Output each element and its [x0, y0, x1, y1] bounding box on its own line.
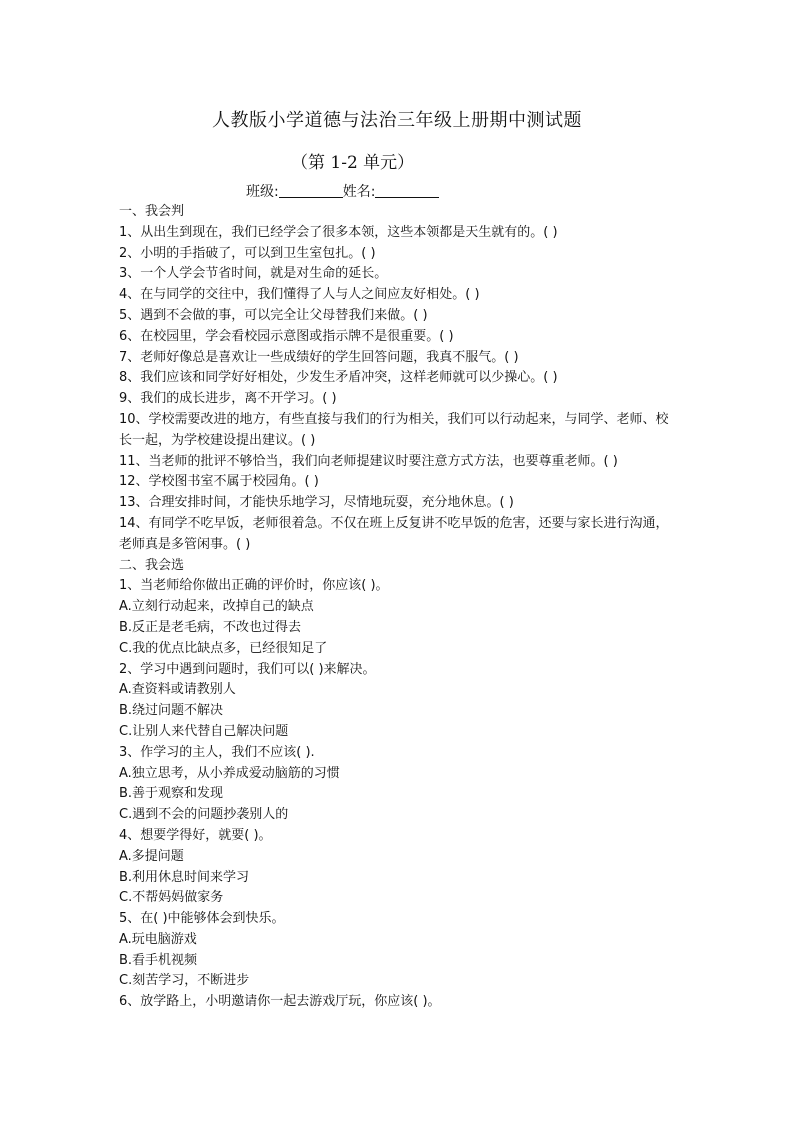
- judge-item: 6、在校园里，学会看校园示意图或指示牌不是很重要。( ): [119, 328, 454, 344]
- section-heading-judge: 一、我会判: [119, 204, 185, 219]
- document-title: 人教版小学道德与法治三年级上册期中测试题: [212, 110, 582, 131]
- choice-question: 1、当老师给你做出正确的评价时，你应该( )。: [119, 578, 389, 594]
- choice-option: A.玩电脑游戏: [119, 931, 197, 947]
- name-blank[interactable]: [375, 183, 439, 198]
- student-info-line: [246, 181, 439, 201]
- choice-option: C.我的优点比缺点多，已经很知足了: [119, 640, 328, 656]
- choice-option: B.反正是老毛病，不改也过得去: [119, 619, 302, 635]
- choice-option: A.独立思考，从小养成爱动脑筋的习惯: [119, 765, 340, 781]
- class-blank[interactable]: [279, 183, 343, 198]
- exam-body: [119, 202, 679, 1013]
- section-heading-choose: 二、我会选: [119, 557, 185, 573]
- choice-question: 5、在( )中能够体会到快乐。: [119, 911, 285, 927]
- judge-item: 5、遇到不会做的事，可以完全让父母替我们来做。( ): [119, 307, 428, 323]
- choice-option: A.多提问题: [119, 848, 184, 864]
- choice-option: C.让别人来代替自己解决问题: [119, 723, 289, 739]
- judge-item: 3、一个人学会节省时间，就是对生命的延长。: [119, 266, 388, 282]
- name-label: 姓名:: [342, 184, 376, 200]
- judge-item: 4、在与同学的交往中，我们懂得了人与人之间应友好相处。( ): [119, 287, 480, 303]
- judge-item: 2、小明的手指破了，可以到卫生室包扎。( ): [119, 245, 376, 261]
- judge-item: 8、我们应该和同学好好相处，少发生矛盾冲突，这样老师就可以少操心。( ): [119, 370, 558, 386]
- judge-item: 14、有同学不吃早饭，老师很着急。不仅在班上反复讲不吃早饭的危害，还要与家长进行沟通，老师真是多管闲事。( ): [119, 515, 669, 552]
- judge-item: 12、学校图书室不属于校园角。( ): [119, 474, 319, 490]
- choice-option: A.立刻行动起来，改掉自己的缺点: [119, 599, 314, 615]
- judge-item: 7、老师好像总是喜欢让一些成绩好的学生回答问题，我真不服气。( ): [119, 349, 519, 365]
- class-label: 班级:: [246, 184, 279, 200]
- choice-option: C.刻苦学习，不断进步: [119, 973, 250, 989]
- choice-option: C.不帮妈妈做家务: [119, 890, 224, 906]
- choice-option: B.绕过问题不解决: [119, 703, 224, 719]
- document-subtitle: （第 1-2 单元）: [291, 153, 415, 173]
- judge-item: 1、从出生到现在，我们已经学会了很多本领，这些本领都是天生就有的。( ): [119, 224, 558, 240]
- choice-question: 3、作学习的主人，我们不应该( ).: [119, 744, 315, 760]
- choice-question: 2、学习中遇到问题时，我们可以( )来解决。: [119, 661, 376, 677]
- judge-item: 9、我们的成长进步，离不开学习。( ): [119, 391, 337, 407]
- judge-item: 13、合理安排时间，才能快乐地学习，尽情地玩耍，充分地休息。( ): [119, 495, 514, 511]
- choice-option: B.看手机视频: [119, 952, 198, 968]
- choice-question: 6、放学路上，小明邀请你一起去游戏厅玩，你应该( )。: [119, 994, 441, 1010]
- choice-question: 4、想要学得好，就要( )。: [119, 827, 272, 843]
- choice-option: C.遇到不会的问题抄袭别人的: [119, 807, 289, 823]
- choice-option: B.利用休息时间来学习: [119, 869, 250, 885]
- judge-item: 10、学校需要改进的地方，有些直接与我们的行为相关，我们可以行动起来，与同学、老师、校长一起，为学校建设提出建议。( ): [119, 411, 669, 448]
- judge-item: 11、当老师的批评不够恰当，我们向老师提建议时要注意方式方法，也要尊重老师。( ): [119, 453, 618, 469]
- choice-option: A.查资料或请教别人: [119, 682, 236, 698]
- choice-option: B.善于观察和发现: [119, 786, 224, 802]
